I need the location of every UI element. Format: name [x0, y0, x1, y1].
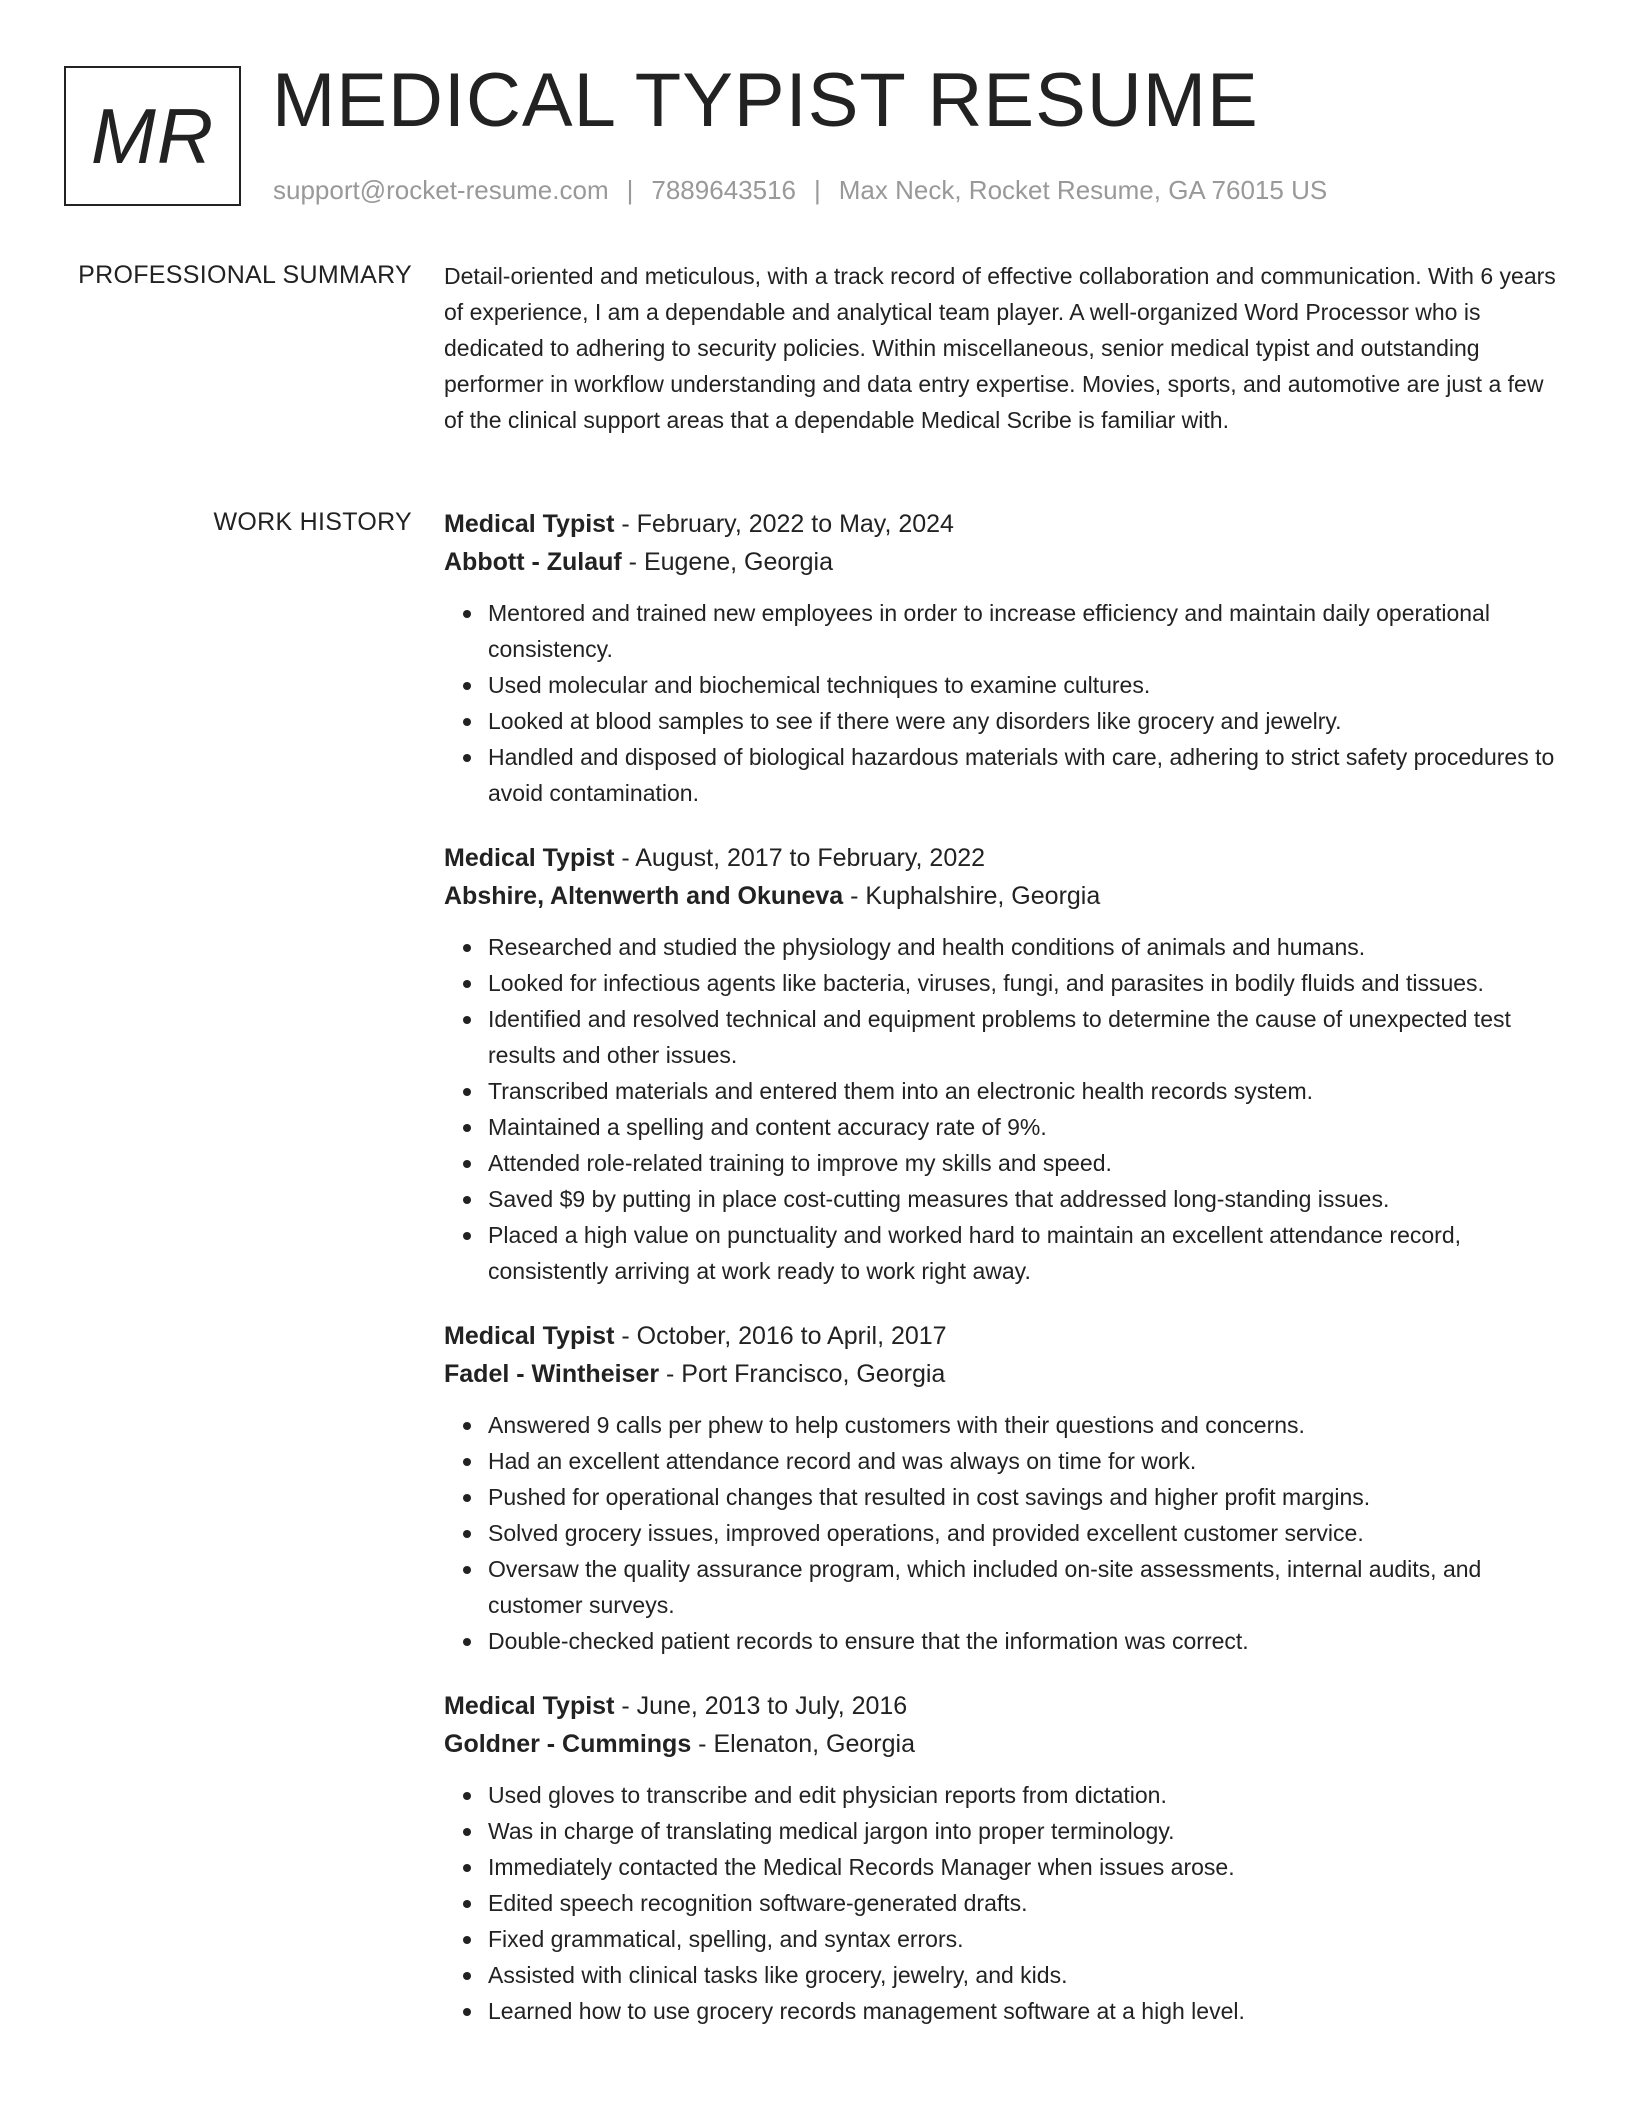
- job-bullet: Double-checked patient records to ensure that the information was correct.: [488, 1623, 1564, 1659]
- contact-address: Max Neck, Rocket Resume, GA 76015 US: [838, 175, 1328, 205]
- job-bullet: Was in charge of translating medical jargon into proper terminology.: [488, 1813, 1564, 1849]
- contact-line: [273, 173, 1327, 207]
- job-title-line: [444, 1317, 1564, 1355]
- contact-separator: |: [626, 175, 634, 205]
- jobs-list: [444, 505, 1564, 2057]
- monogram-logo: MR: [64, 66, 241, 206]
- job-bullet: Pushed for operational changes that resulted in cost savings and higher profit margins.: [488, 1479, 1564, 1515]
- job-title: Medical Typist: [444, 1322, 615, 1350]
- job-entry: [444, 839, 1564, 1289]
- job-company: Fadel - Wintheiser: [444, 1360, 660, 1388]
- job-bullet: Mentored and trained new employees in order to increase efficiency and maintain daily operational consistency.: [488, 595, 1564, 667]
- job-bullets: [444, 1407, 1564, 1659]
- job-dates: - August, 2017 to February, 2022: [614, 844, 986, 872]
- job-bullet: Researched and studied the physiology and health conditions of animals and humans.: [488, 929, 1564, 965]
- job-bullet: Oversaw the quality assurance program, which included on-site assessments, internal audits, and customer surveys.: [488, 1551, 1564, 1623]
- job-bullets: [444, 1777, 1564, 2029]
- job-bullet: Learned how to use grocery records management software at a high level.: [488, 1993, 1564, 2029]
- job-bullet: Transcribed materials and entered them into an electronic health records system.: [488, 1073, 1564, 1109]
- job-company-line: [444, 1725, 1564, 1763]
- job-bullet: Had an excellent attendance record and was always on time for work.: [488, 1443, 1564, 1479]
- summary-body: [444, 258, 1564, 438]
- job-company-line: [444, 543, 1564, 581]
- job-title-line: [444, 839, 1564, 877]
- job-bullet: Handled and disposed of biological hazardous materials with care, adhering to strict safety procedures to avoid contamination.: [488, 739, 1564, 811]
- job-location: - Elenaton, Georgia: [691, 1730, 915, 1758]
- job-bullet: Identified and resolved technical and equipment problems to determine the cause of unexpected test results and other issues.: [488, 1001, 1564, 1073]
- job-bullet: Answered 9 calls per phew to help customers with their questions and concerns.: [488, 1407, 1564, 1443]
- job-title-line: [444, 505, 1564, 543]
- contact-email[interactable]: support@rocket-resume.com: [273, 175, 609, 205]
- job-entry: [444, 505, 1564, 811]
- job-bullet: Used gloves to transcribe and edit physician reports from dictation.: [488, 1777, 1564, 1813]
- job-dates: - June, 2013 to July, 2016: [614, 1692, 908, 1720]
- job-bullet: Saved $9 by putting in place cost-cutting measures that addressed long-standing issues.: [488, 1181, 1564, 1217]
- job-entry: [444, 1687, 1564, 2029]
- contact-separator: |: [814, 175, 821, 205]
- job-bullet: Looked at blood samples to see if there were any disorders like grocery and jewelry.: [488, 703, 1564, 739]
- summary-text: Detail-oriented and meticulous, with a track record of effective collaboration and communication. With 6 years of experience, I am a dependable and analytical team player. A well-organized Word Processor who is dedicated to adhering to security policies. Within miscellaneous, senior medical typist and outstanding performer in workflow understanding and data entry expertise. Movies, sports, and automotive are just a few of the clinical support areas that a dependable Medical Scribe is familiar with.: [444, 263, 1556, 433]
- job-company: Goldner - Cummings: [444, 1730, 692, 1758]
- job-company-line: [444, 1355, 1564, 1393]
- resume-title: MEDICAL TYPIST RESUME: [272, 58, 1259, 143]
- job-company: Abbott - Zulauf: [444, 548, 622, 576]
- job-bullet: Maintained a spelling and content accuracy rate of 9%.: [488, 1109, 1564, 1145]
- job-title: Medical Typist: [444, 844, 615, 872]
- job-location: - Kuphalshire, Georgia: [843, 882, 1101, 910]
- summary-heading: PROFESSIONAL SUMMARY: [78, 261, 412, 289]
- job-title-line: [444, 1687, 1564, 1725]
- job-bullet: Edited speech recognition software-generated drafts.: [488, 1885, 1564, 1921]
- work-history-heading: WORK HISTORY: [213, 508, 412, 536]
- job-bullet: Fixed grammatical, spelling, and syntax errors.: [488, 1921, 1564, 1957]
- job-location: - Port Francisco, Georgia: [659, 1360, 946, 1388]
- job-company: Abshire, Altenwerth and Okuneva: [444, 882, 844, 910]
- job-entry: [444, 1317, 1564, 1659]
- job-title: Medical Typist: [444, 510, 615, 538]
- job-bullet: Attended role-related training to improve my skills and speed.: [488, 1145, 1564, 1181]
- job-bullet: Assisted with clinical tasks like grocery, jewelry, and kids.: [488, 1957, 1564, 1993]
- job-bullet: Placed a high value on punctuality and worked hard to maintain an excellent attendance record, consistently arriving at work ready to work right away.: [488, 1217, 1564, 1289]
- contact-phone[interactable]: 7889643516: [651, 175, 796, 205]
- job-bullets: [444, 929, 1564, 1289]
- job-bullet: Used molecular and biochemical techniques to examine cultures.: [488, 667, 1564, 703]
- job-dates: - February, 2022 to May, 2024: [614, 510, 954, 538]
- job-bullet: Immediately contacted the Medical Records Manager when issues arose.: [488, 1849, 1564, 1885]
- job-title: Medical Typist: [444, 1692, 615, 1720]
- job-location: - Eugene, Georgia: [621, 548, 833, 576]
- job-bullet: Solved grocery issues, improved operations, and provided excellent customer service.: [488, 1515, 1564, 1551]
- job-bullet: Looked for infectious agents like bacteria, viruses, fungi, and parasites in bodily fluids and tissues.: [488, 965, 1564, 1001]
- job-company-line: [444, 877, 1564, 915]
- job-dates: - October, 2016 to April, 2017: [614, 1322, 947, 1350]
- job-bullets: [444, 595, 1564, 811]
